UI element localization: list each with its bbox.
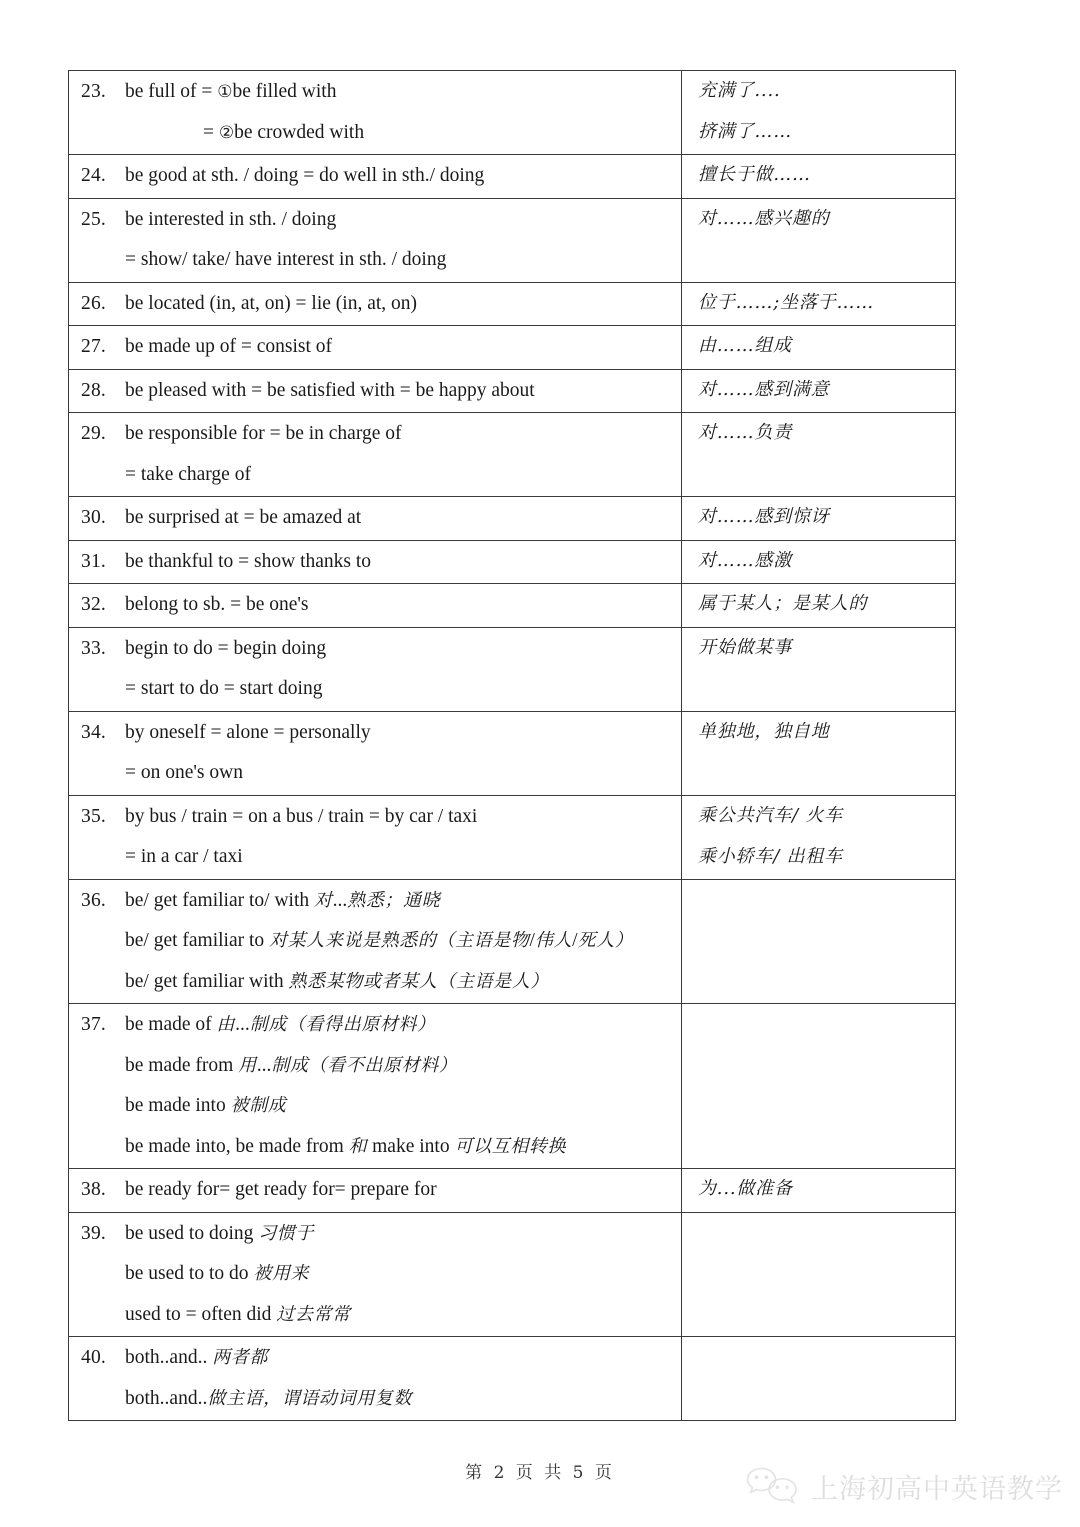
latin-text: be good at sth. / doing = do well in sth./ doing: [125, 165, 485, 186]
table-row: [69, 326, 956, 370]
translation-line: 充满了....: [698, 80, 781, 101]
translation-cell: [682, 497, 956, 541]
translation-cell-content: [682, 1337, 955, 1378]
phrase-line-primary: [81, 891, 671, 911]
phrase-line-primary: [81, 1180, 671, 1200]
translation-cell: [682, 282, 956, 326]
latin-text: be thankful to = show thanks to: [125, 550, 372, 572]
latin-text: be pleased with = be satisfied with = be happy about: [125, 379, 535, 401]
translation-cell: [682, 1169, 956, 1213]
latin-text: belong to sb. = be one's: [125, 594, 309, 615]
phrase-cell-content: [69, 584, 681, 627]
translation-cell-content: [682, 1213, 955, 1254]
row-number: 32.: [81, 594, 106, 615]
phrase-cell: [69, 282, 682, 326]
latin-text: be/ get familiar with: [125, 970, 289, 992]
row-number: 26.: [81, 292, 106, 314]
cjk-text: 可以互相转换: [454, 1135, 567, 1157]
translation-cell: [682, 540, 956, 584]
latin-text: be ready for= get ready for= prepare for: [125, 1179, 437, 1200]
row-number: 37.: [81, 1014, 106, 1035]
translation-line: 属于某人；是某人的: [698, 593, 868, 614]
latin-text: = start to do = start doing: [125, 678, 323, 699]
phrase-line-primary: [81, 381, 671, 401]
row-number: 25.: [81, 208, 106, 230]
phrase-line-continuation: [81, 1305, 671, 1325]
translation-line-empty: [698, 1224, 945, 1242]
phrase-cell-content: [69, 71, 681, 154]
phrase-cell: [69, 1169, 682, 1213]
phrase-text: [125, 1348, 671, 1368]
phrase-text: [125, 424, 671, 444]
cjk-text: 制成（看不出原材料）: [271, 1054, 458, 1076]
phrase-text: [125, 763, 671, 783]
circled-numeral: ②: [218, 122, 235, 143]
translation-cell: [682, 155, 956, 199]
phrase-cell-content: [69, 497, 681, 540]
phrase-text: [125, 1056, 671, 1076]
translation-line: 对……感激: [698, 549, 792, 571]
translation-cell-content: [682, 880, 955, 921]
phrase-cell-content: [69, 370, 681, 413]
phrase-text: [125, 1224, 671, 1244]
cjk-text: 熟悉；通晓: [347, 889, 441, 911]
phrase-text: [125, 1264, 671, 1284]
phrase-text: [125, 679, 671, 699]
phrase-line-continuation: [81, 972, 671, 992]
translation-cell-content: [682, 370, 955, 411]
phrase-cell-content: [69, 1337, 681, 1420]
table-row: [69, 369, 956, 413]
latin-text: ...: [256, 1054, 272, 1076]
translation-cell-content: [682, 1169, 955, 1210]
phrase-cell-content: [69, 283, 681, 326]
phrase-line-primary: [81, 552, 671, 572]
phrase-text: [125, 250, 671, 270]
latin-text: = take charge of: [125, 463, 251, 485]
translation-line: 对……感兴趣的: [698, 207, 830, 229]
row-number: 40.: [81, 1347, 106, 1368]
phrase-text: [125, 807, 671, 827]
translation-line: 单独地，独自地: [698, 720, 830, 742]
cjk-text: 制成（看得出原材料）: [249, 1014, 436, 1035]
phrase-text: [125, 552, 671, 572]
table-row: [69, 879, 956, 1004]
phrase-equivalents-table: [68, 70, 956, 1421]
phrase-line-primary: [81, 82, 671, 102]
translation-line: 由……组成: [698, 335, 792, 356]
translation-cell: [682, 1004, 956, 1169]
phrase-line-primary: [81, 166, 671, 186]
table-row: [69, 1169, 956, 1213]
cjk-text: 和: [348, 1135, 368, 1157]
phrase-cell: [69, 497, 682, 541]
translation-cell-content: [682, 796, 955, 878]
phrase-line-primary: [81, 639, 671, 659]
phrase-text: [125, 972, 671, 992]
latin-text: =: [203, 121, 219, 143]
translation-cell-content: [682, 199, 955, 240]
latin-text: be located (in, at, on) = lie (in, at, on): [125, 292, 418, 314]
translation-cell: [682, 326, 956, 370]
table-row: [69, 795, 956, 879]
row-number: 39.: [81, 1222, 106, 1244]
cjk-text: 用: [238, 1054, 257, 1076]
phrase-line-primary: [81, 294, 671, 314]
phrase-cell: [69, 369, 682, 413]
cjk-text: 习惯于: [258, 1222, 315, 1244]
table-row: [69, 711, 956, 795]
phrase-text: [125, 82, 671, 102]
phrase-line-primary: [81, 424, 671, 444]
translation-cell: [682, 1212, 956, 1337]
row-number: 31.: [81, 550, 106, 572]
latin-text: be full of =: [125, 81, 218, 102]
translation-line-empty: [698, 1015, 945, 1033]
latin-text: ...: [332, 889, 348, 911]
row-number: 33.: [81, 637, 106, 659]
phrase-cell: [69, 1337, 682, 1421]
phrase-cell-content: [69, 1213, 681, 1337]
phrase-cell-content: [69, 155, 681, 198]
phrase-cell: [69, 711, 682, 795]
latin-text: be made into, be made from: [125, 1135, 349, 1157]
translation-cell: [682, 879, 956, 1004]
phrase-cell: [69, 326, 682, 370]
latin-text: = in a car / taxi: [125, 846, 243, 867]
cjk-text: 被制成: [230, 1095, 287, 1116]
phrase-line-primary: [81, 508, 671, 528]
phrase-cell: [69, 71, 682, 155]
phrase-line-primary: [81, 595, 671, 615]
latin-text: be made up of = consist of: [125, 336, 333, 357]
latin-text: be/ get familiar to: [125, 930, 270, 951]
phrase-text: [125, 1015, 671, 1035]
translation-cell-content: [682, 497, 955, 538]
watermark-text: 上海初高中英语教学: [811, 1473, 1063, 1505]
phrase-text: [125, 847, 671, 867]
phrase-cell-content: [69, 199, 681, 282]
phrase-cell-content: [69, 628, 681, 711]
phrase-text: [125, 337, 671, 357]
translation-cell: [682, 71, 956, 155]
latin-text: be made of: [125, 1014, 217, 1035]
latin-text: be used to doing: [125, 1222, 259, 1244]
cjk-text: 伟人: [534, 930, 573, 951]
phrase-cell-content: [69, 1004, 681, 1168]
table-row: [69, 198, 956, 282]
phrase-cell: [69, 540, 682, 584]
row-number: 30.: [81, 507, 106, 528]
phrase-line-primary: [81, 1348, 671, 1368]
phrase-line-primary: [81, 210, 671, 230]
row-number: 23.: [81, 81, 106, 102]
latin-text: be used to to do: [125, 1263, 254, 1284]
translation-line: 对……感到惊讶: [698, 506, 830, 527]
translation-cell: [682, 584, 956, 628]
translation-line: 乘公共汽车/ 火车: [698, 804, 843, 826]
phrase-cell: [69, 413, 682, 497]
phrase-line-primary: [81, 337, 671, 357]
phrase-text: [125, 1180, 671, 1200]
row-number: 27.: [81, 336, 106, 357]
phrase-line-continuation: [81, 931, 671, 951]
phrase-text: [203, 123, 671, 143]
phrase-cell: [69, 879, 682, 1004]
row-number: 24.: [81, 165, 106, 186]
latin-text: begin to do = begin doing: [125, 637, 327, 659]
latin-text: /: [529, 930, 535, 951]
latin-text: /: [572, 930, 578, 951]
phrase-text: [125, 508, 671, 528]
row-number: 36.: [81, 889, 106, 911]
latin-text: be responsible for = be in charge of: [125, 423, 402, 444]
phrase-line-primary: [81, 807, 671, 827]
table-row: [69, 584, 956, 628]
translation-line: 挤满了……: [698, 121, 792, 142]
latin-text: be crowded with: [234, 121, 365, 143]
translation-line: 乘小轿车/ 出租车: [698, 845, 843, 867]
row-number: 28.: [81, 379, 106, 401]
phrase-line-continuation: [81, 679, 671, 699]
translation-cell-content: [682, 712, 955, 753]
phrase-text: [125, 891, 671, 911]
page-footer: 第 2 页 共 5 页: [465, 1463, 615, 1483]
latin-text: = on one's own: [125, 762, 243, 783]
phrase-text: [125, 1389, 671, 1409]
phrase-text: [125, 166, 671, 186]
table-row: [69, 71, 956, 155]
phrase-line-continuation: [81, 1056, 671, 1076]
table-row: [69, 1004, 956, 1169]
translation-cell-content: [682, 413, 955, 454]
translation-cell-content: [682, 628, 955, 669]
watermark: [745, 1458, 1065, 1514]
translation-cell: [682, 1337, 956, 1421]
phrase-cell-content: [69, 413, 681, 496]
translation-cell-content: [682, 541, 955, 582]
latin-text: by oneself = alone = personally: [125, 721, 371, 743]
cjk-text: 被用来: [253, 1263, 310, 1284]
table-row: [69, 413, 956, 497]
phrase-line-continuation: [81, 1389, 671, 1409]
row-number: 29.: [81, 423, 106, 444]
translation-cell: [682, 369, 956, 413]
translation-cell-content: [682, 155, 955, 196]
translation-line: 对……负责: [698, 422, 792, 443]
translation-line-empty: [698, 1348, 945, 1366]
table-body: [69, 71, 956, 1421]
latin-text: be surprised at = be amazed at: [125, 507, 362, 528]
latin-text: both..and..: [125, 1347, 213, 1368]
translation-cell: [682, 627, 956, 711]
translation-line-empty: [698, 891, 945, 909]
wechat-icon: [745, 1464, 801, 1508]
phrase-cell: [69, 1212, 682, 1337]
cjk-text: 由: [216, 1014, 236, 1035]
phrase-line-continuation: [81, 250, 671, 270]
latin-text: be interested in sth. / doing: [125, 208, 337, 230]
translation-line: 为...做准备: [698, 1178, 793, 1199]
phrase-text: [125, 723, 671, 743]
latin-text: make into: [367, 1135, 455, 1157]
latin-text: be filled with: [232, 81, 337, 102]
translation-cell-content: [682, 283, 955, 324]
cjk-text: 对: [314, 889, 333, 911]
phrase-cell-content: [69, 541, 681, 584]
phrase-text: [125, 1305, 671, 1325]
phrase-cell: [69, 155, 682, 199]
latin-text: be made from: [125, 1054, 239, 1076]
cjk-text: 死人）: [577, 930, 634, 951]
latin-text: be/ get familiar to/ with: [125, 889, 314, 911]
translation-cell-content: [682, 1004, 955, 1045]
phrase-text: [125, 210, 671, 230]
phrase-line-continuation: [81, 465, 671, 485]
latin-text: ...: [235, 1014, 250, 1035]
cjk-text: 两者都: [212, 1347, 269, 1368]
cjk-text: 做主语，谓语动词用复数: [207, 1387, 412, 1409]
phrase-line-continuation: [81, 763, 671, 783]
phrase-line-continuation: [81, 123, 671, 143]
phrase-cell: [69, 1004, 682, 1169]
table-row: [69, 282, 956, 326]
latin-text: used to = often did: [125, 1303, 277, 1325]
latin-text: = show/ take/ have interest in sth. / doing: [125, 249, 447, 270]
translation-line: 位于……;坐落于……: [698, 291, 875, 313]
phrase-text: [125, 1096, 671, 1116]
table-row: [69, 1212, 956, 1337]
phrase-text: [125, 639, 671, 659]
translation-line: 对……感到满意: [698, 378, 830, 400]
phrase-line-continuation: [81, 1137, 671, 1157]
phrase-cell: [69, 584, 682, 628]
phrase-line-primary: [81, 723, 671, 743]
wechat-icon-svg: [745, 1464, 801, 1508]
table-row: [69, 627, 956, 711]
circled-numeral: ①: [217, 82, 233, 102]
latin-text: both..and..: [125, 1387, 208, 1409]
phrase-line-primary: [81, 1015, 671, 1035]
cjk-text: 过去常常: [276, 1303, 351, 1325]
phrase-text: [125, 1137, 671, 1157]
phrase-cell-content: [69, 796, 681, 879]
table-row: [69, 155, 956, 199]
translation-cell: [682, 795, 956, 879]
phrase-cell: [69, 198, 682, 282]
translation-line: 擅长于做……: [698, 164, 811, 185]
translation-cell: [682, 711, 956, 795]
phrase-line-continuation: [81, 1264, 671, 1284]
phrase-cell-content: [69, 1169, 681, 1212]
latin-text: by bus / train = on a bus / train = by car / taxi: [125, 805, 478, 827]
table-row: [69, 497, 956, 541]
table-row: [69, 540, 956, 584]
table-row: [69, 1337, 956, 1421]
phrase-text: [125, 381, 671, 401]
row-number: 35.: [81, 805, 106, 827]
latin-text: be made into: [125, 1095, 231, 1116]
phrase-line-continuation: [81, 1096, 671, 1116]
phrase-cell: [69, 795, 682, 879]
phrase-cell-content: [69, 712, 681, 795]
phrase-cell: [69, 627, 682, 711]
phrase-text: [125, 931, 671, 951]
phrase-cell-content: [69, 326, 681, 369]
cjk-text: 熟悉某物或者某人（主语是人）: [288, 970, 549, 992]
translation-cell: [682, 198, 956, 282]
phrase-cell-content: [69, 880, 681, 1004]
translation-line: 开始做某事: [698, 636, 792, 658]
phrase-text: [125, 294, 671, 314]
phrase-text: [125, 595, 671, 615]
translation-cell-content: [682, 584, 955, 625]
cjk-text: 对某人来说是熟悉的（主语是物: [269, 930, 530, 951]
translation-cell: [682, 413, 956, 497]
row-number: 34.: [81, 721, 106, 743]
phrase-text: [125, 465, 671, 485]
phrase-line-continuation: [81, 847, 671, 867]
row-number: 38.: [81, 1179, 106, 1200]
phrase-line-primary: [81, 1224, 671, 1244]
translation-cell-content: [682, 71, 955, 153]
translation-cell-content: [682, 326, 955, 367]
